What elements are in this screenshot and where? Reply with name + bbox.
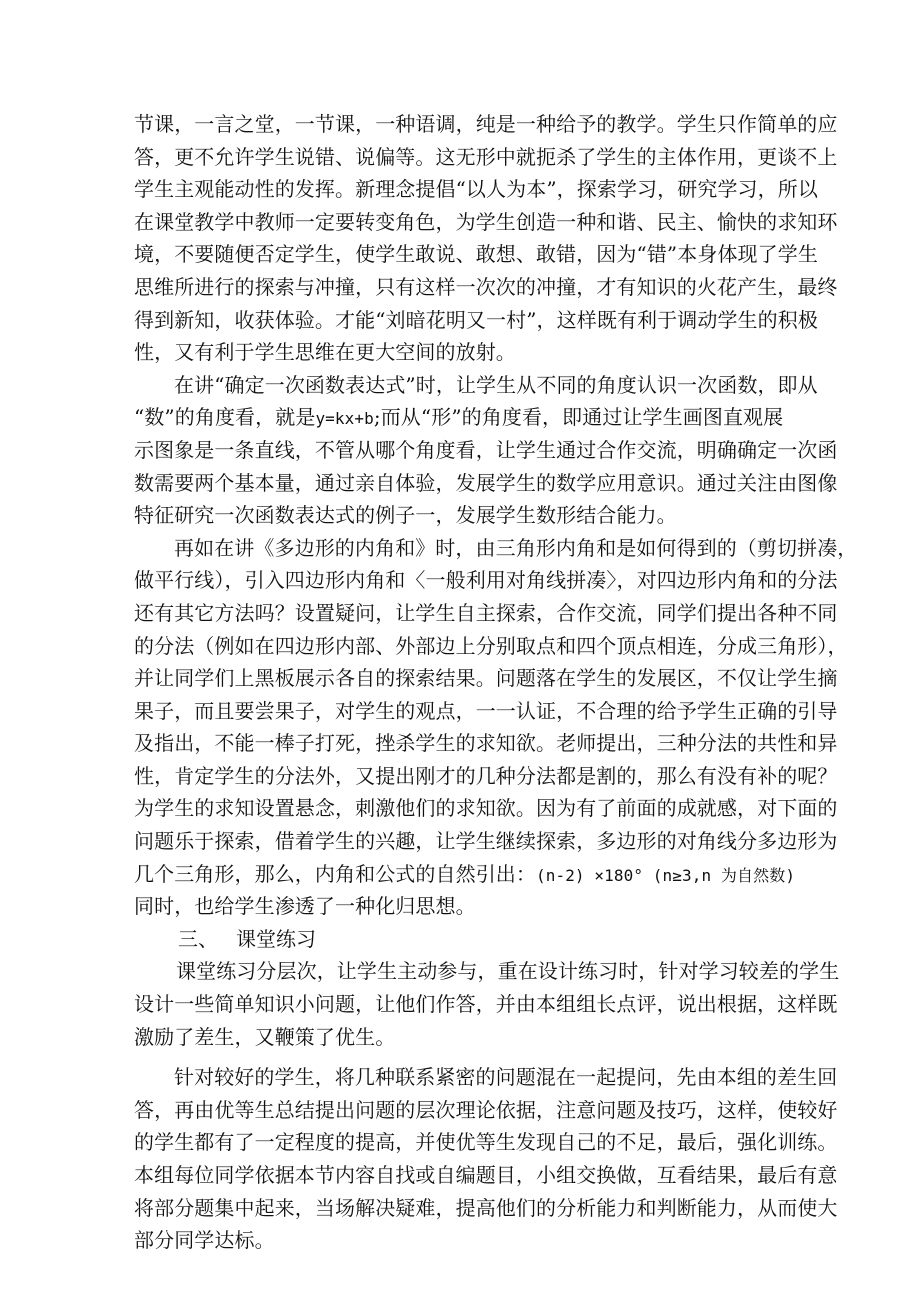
text-line: [134, 858, 794, 891]
text-line: 针对较好的学生，将几种联系紧密的问题混在一起提问，先由本组的差生回: [174, 1065, 838, 1090]
formula: (n-2) ×180° (n≥3,n 为自然数): [536, 865, 796, 885]
text-line: 并让同学们上黑板展示各自的探索结果。问题落在学生的发展区，不仅让学生摘: [134, 666, 838, 691]
text-line: 部分同学达标。: [134, 1228, 275, 1253]
text-line: 的学生都有了一定程度的提高，并使优等生发现自己的不足，最后，强化训练。: [134, 1130, 838, 1155]
document-body: [134, 108, 858, 1257]
text-segment: ;而从“形”的角度看，即通过让学生画图直观展: [373, 405, 784, 430]
text-line: 在讲“确定一次函数表达式”时，让学生从不同的角度认识一次函数，即从: [174, 372, 818, 397]
text-line: 设计一些简单知识小问题，让他们作答，并由本组组长点评，说出根据，这样既: [134, 992, 838, 1017]
text-line: 答，再由优等生总结提出问题的层次理论依据，注意问题及技巧，这样，使较好: [134, 1097, 838, 1122]
paragraph-4: [134, 955, 840, 1053]
paragraph-1: [134, 108, 838, 369]
section-number: 三、: [178, 926, 218, 951]
text-line: 的分法（例如在四边形内部、外部边上分别取点和四个顶点相连，分成三角形），: [134, 633, 848, 658]
text-line: 数需要两个基本量，通过亲自体验，发展学生的数学应用意识。通过关注由图像: [134, 470, 838, 495]
text-line: 特征研究一次函数表达式的例子一，发展学生数形结合能力。: [134, 503, 677, 528]
text-line: 课堂练习分层次，让学生主动参与，重在设计练习时，针对学习较差的学生: [176, 959, 840, 984]
text-line: 再如在讲《多边形的内角和》时，由三角形内角和是如何得到的（剪切拼凑，: [174, 535, 858, 560]
text-line: 本组每位同学依据本节内容自找或自编题目，小组交换做，互看结果，最后有意: [134, 1163, 838, 1187]
text-segment: 几个三角形，那么，内角和公式的自然引出：: [134, 861, 536, 886]
text-line: 学生主观能动性的发挥。新理念提倡“以人为本”，探索学习，研究学习，所以: [134, 177, 818, 202]
text-line: 思维所进行的探索与冲撞，只有这样一次次的冲撞，才有知识的火花产生，最终: [134, 274, 838, 299]
text-line: 性，肯定学生的分法外，又提出刚才的几种分法都是割的，那么有没有补的呢？: [134, 763, 838, 788]
paragraph-gap: [134, 1053, 794, 1061]
text-line: 为学生的求知设置悬念，刺激他们的求知欲。因为有了前面的成就感，对下面的: [134, 796, 838, 821]
text-line: 做平行线），引入四边形内角和〈一般利用对角线拼凑〉，对四边形内角和的分法: [134, 568, 838, 593]
text-line: 答，更不允许学生说错、说偏等。这无形中就扼杀了学生的主体作用，更谈不上: [134, 144, 838, 169]
text-line: 果子，而且要尝果子，对学生的观点，一一认证，不合理的给予学生正确的引导: [134, 698, 838, 723]
section-heading: [134, 923, 794, 956]
text-line: 还有其它方法吗？设置疑问，让学生自主探索，合作交流，同学们提出各种不同: [134, 600, 838, 625]
text-line: 示图象是一条直线，不管从哪个角度看，让学生通过合作交流，明确确定一次函: [134, 437, 838, 462]
paragraph-3: [134, 532, 858, 923]
text-line: 将部分题集中起来，当场解决疑难，提高他们的分析能力和判断能力，从而使大: [134, 1195, 838, 1220]
text-line: 激励了差生，又鞭策了优生。: [134, 1024, 396, 1049]
text-line: 同时，也给学生渗透了一种化归思想。: [134, 894, 476, 919]
text-line: 问题乐于探索，借着学生的兴趣，让学生继续探索，多边形的对角线分多边形为: [134, 829, 838, 854]
text-line: [134, 401, 794, 434]
text-line: 节课，一言之堂，一节课，一种语调，纯是一种给予的教学。学生只作简单的应: [134, 112, 838, 136]
formula: y=kx+b: [315, 409, 374, 429]
text-segment: “数”的角度看，就是: [134, 405, 316, 430]
text-line: 性，又有利于学生思维在更大空间的放射。: [134, 340, 516, 365]
section-title: 课堂练习: [236, 926, 316, 951]
text-line: 及指出，不能一棒子打死，挫杀学生的求知欲。老师提出，三种分法的共性和异: [134, 731, 838, 756]
text-line: 境，不要随便否定学生，使学生敢说、敢想、敢错，因为“错”本身体现了学生: [134, 242, 818, 267]
paragraph-2: [134, 369, 838, 532]
text-line: 得到新知，收获体验。才能“刘暗花明又一村”，这样既有利于调动学生的积极: [134, 307, 818, 332]
text-line: 在课堂教学中教师一定要转变角色，为学生创造一种和谐、民主、愉快的求知环: [134, 209, 838, 234]
paragraph-5: [134, 1061, 838, 1257]
